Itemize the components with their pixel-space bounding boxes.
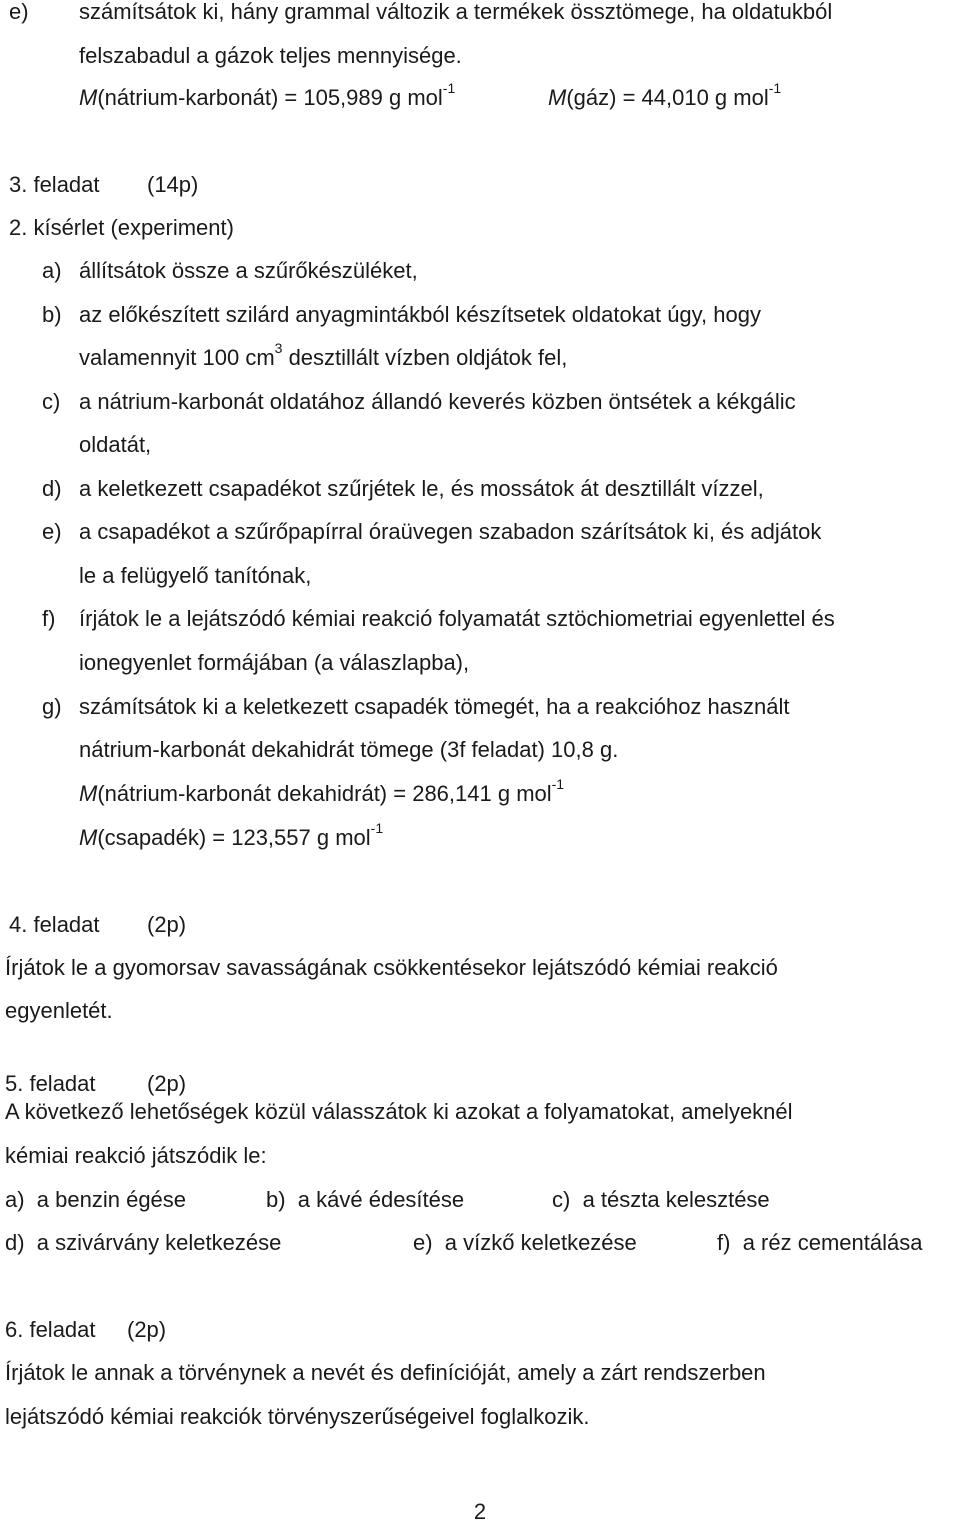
list-item-continuation: [0, 554, 960, 598]
list-item-continuation: [0, 423, 960, 467]
list-item: [0, 597, 960, 641]
task-points: (2p): [147, 912, 187, 937]
task-title: 4. feladat: [9, 912, 100, 937]
item-label: b): [42, 302, 62, 327]
item-text: ionegyenlet formájában (a válaszlapba),: [79, 650, 470, 675]
item-label: e): [42, 519, 62, 544]
item-text: felszabadul a gázok teljes mennyisége.: [79, 43, 462, 68]
option-d: d) a szivárvány keletkezése: [5, 1230, 282, 1255]
item-label: d): [42, 476, 62, 501]
task4-heading: [0, 903, 960, 947]
list-item-continuation: [0, 336, 960, 380]
experiment-title: 2. kísérlet (experiment): [9, 215, 234, 240]
item-text: a keletkezett csapadékot szűrjétek le, és mossátok át desztillált vízzel,: [79, 476, 764, 501]
item-text: a nátrium-karbonát oldatához állandó keverés közben öntsétek a kékgálic: [79, 389, 796, 414]
task5-text-line2: kémiai reakció játszódik le:: [5, 1143, 267, 1168]
item-label: f): [42, 606, 56, 631]
task2-e-line1: [0, 0, 960, 34]
list-item-continuation: [0, 728, 960, 772]
item-text: állítsátok össze a szűrőkészüléket,: [79, 258, 418, 283]
molar-mass-line-3: [0, 772, 960, 816]
molar-mass-line-4: [0, 816, 960, 860]
task5-text-line1: A következő lehetőségek közül válasszátok ki azokat a folyamatokat, amelyeknél: [5, 1099, 793, 1124]
options-row-1: [0, 1178, 960, 1222]
molar-mass-line-1: [0, 76, 960, 120]
task-points: (14p): [147, 172, 199, 197]
list-item: [0, 467, 960, 511]
list-item: [0, 380, 960, 424]
option-c: c) a tészta kelesztése: [552, 1187, 770, 1212]
list-item: [0, 510, 960, 554]
list-item-continuation: [0, 641, 960, 685]
item-text: számítsátok ki a keletkezett csapadék tömegét, ha a reakcióhoz használt: [79, 694, 790, 719]
task-title: 5. feladat: [5, 1071, 96, 1096]
item-label: a): [42, 258, 62, 283]
list-item: [0, 293, 960, 337]
item-text: számítsátok ki, hány grammal változik a termékek össztömege, ha oldatukból: [79, 0, 833, 24]
list-item: [0, 249, 960, 293]
molar-mass-gas: M(gáz) = 44,010 g mol$^{-1}$: [548, 79, 782, 110]
molar-mass-precipitate: M(csapadék) = 123,557 g mol$^{-1}$: [79, 819, 384, 850]
task-points: (2p): [127, 1317, 167, 1342]
task4-text-line2: egyenletét.: [5, 998, 113, 1023]
item-text: az előkészített szilárd anyagmintákból készítsetek oldatokat úgy, hogy: [79, 302, 761, 327]
task6-text-line1: Írjátok le annak a törvénynek a nevét és definícióját, amely a zárt rendszerben: [5, 1360, 766, 1385]
task2-e-line2: [0, 34, 960, 78]
item-text: a csapadékot a szűrőpapírral óraüvegen szabadon szárítsátok ki, és adjátok: [79, 519, 822, 544]
option-f: f) a réz cementálása: [717, 1230, 923, 1255]
item-label: e): [9, 0, 29, 24]
option-a: a) a benzin égése: [5, 1187, 187, 1212]
item-text: valamennyit 100 $cm^3$ desztillált vízben oldjátok fel,: [79, 339, 568, 370]
item-text: írjátok le a lejátszódó kémiai reakció folyamatát sztöchiometriai egyenlettel és: [79, 606, 835, 631]
task-title: 6. feladat: [5, 1317, 96, 1342]
item-text: nátrium-karbonát dekahidrát tömege (3f feladat) 10,8 g.: [79, 737, 619, 762]
list-item: [0, 685, 960, 729]
item-text: oldatát,: [79, 432, 152, 457]
page-number: 2: [473, 1499, 487, 1524]
item-label: g): [42, 694, 62, 719]
option-e: e) a vízkő keletkezése: [413, 1230, 637, 1255]
item-label: c): [42, 389, 61, 414]
task-points: (2p): [147, 1071, 187, 1096]
options-row-2: [0, 1221, 960, 1265]
task6-text-line2: lejátszódó kémiai reakciók törvényszerűségeivel foglalkozik.: [5, 1404, 590, 1429]
option-b: b) a kávé édesítése: [266, 1187, 465, 1212]
molar-mass-sodium-carbonate: M(nátrium-karbonát) = 105,989 g mol$^{-1}$: [79, 79, 456, 110]
molar-mass-decahydrate: M(nátrium-karbonát dekahidrát) = 286,141 g mol$^{-1}$: [79, 775, 565, 806]
task6-heading: [0, 1308, 960, 1352]
item-text: le a felügyelő tanítónak,: [79, 563, 312, 588]
task3-heading: [0, 163, 960, 207]
task4-text-line1: Írjátok le a gyomorsav savasságának csökkentésekor lejátszódó kémiai reakció: [5, 955, 778, 980]
task-title: 3. feladat: [9, 172, 100, 197]
